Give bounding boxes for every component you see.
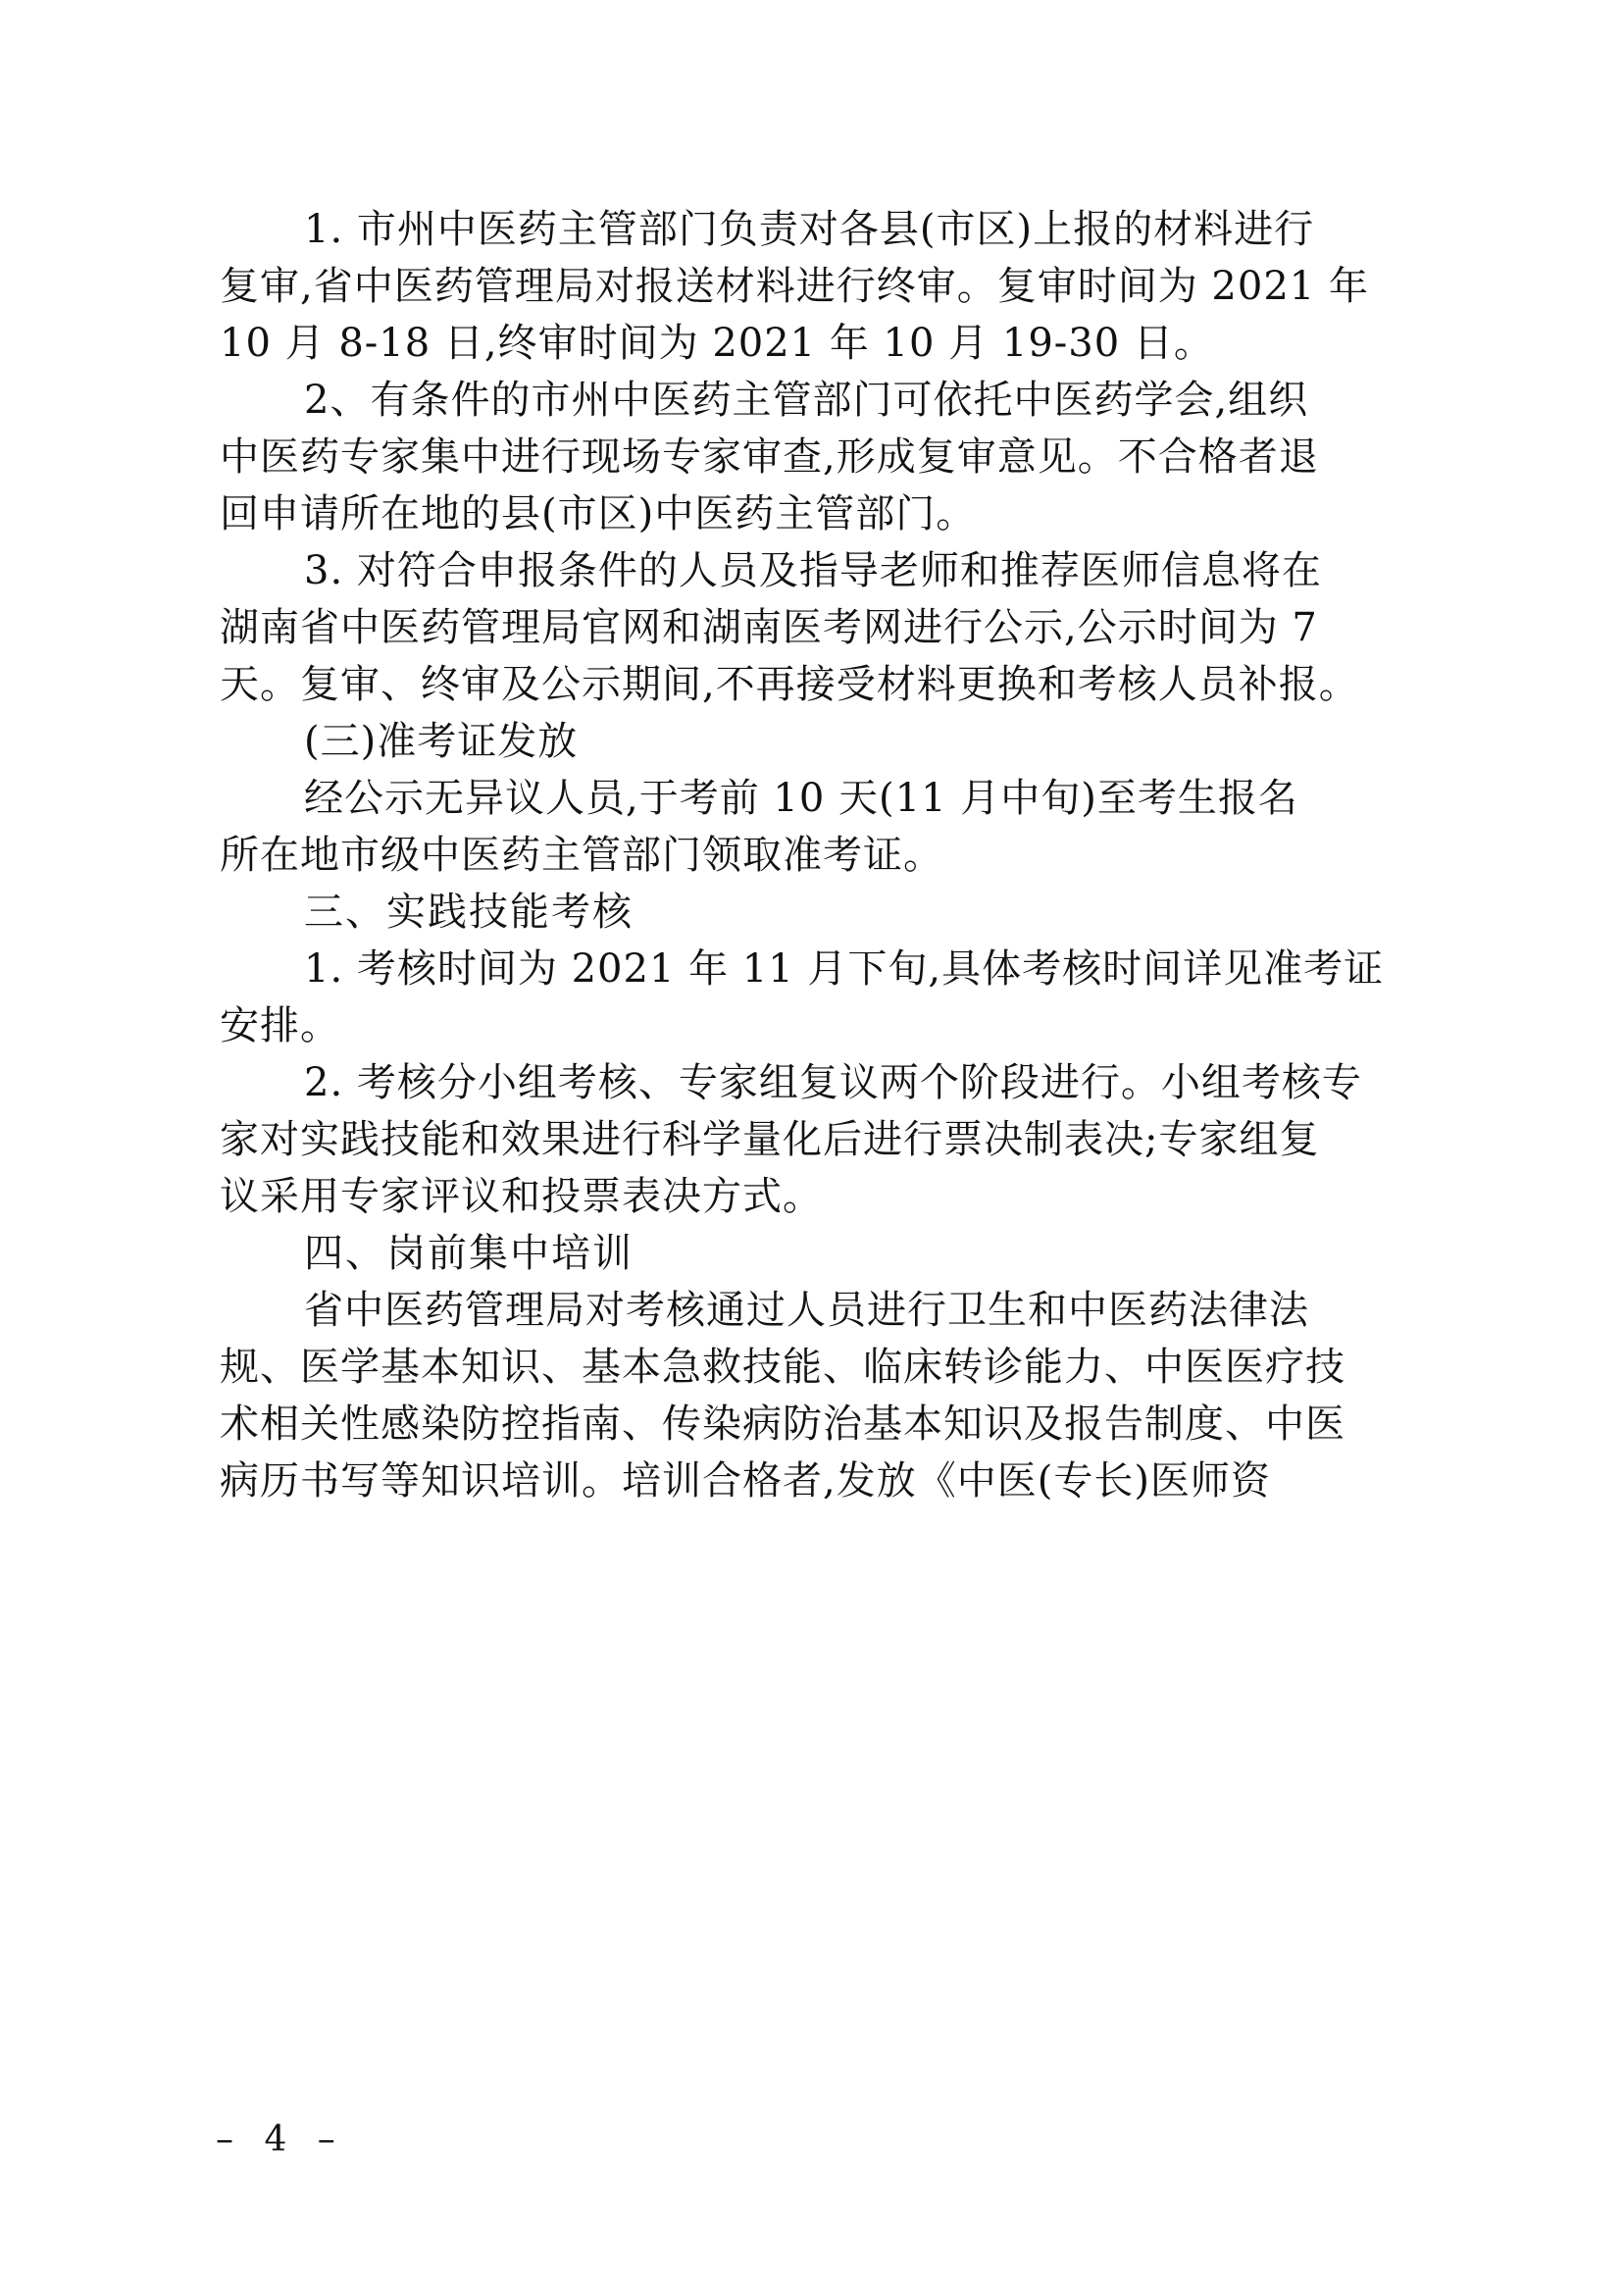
paragraph-2-line-1: 2、有条件的市州中医药主管部门可依托中医药学会,组织 bbox=[304, 378, 1309, 423]
heading-pre-job-training: 四、岗前集中培训 bbox=[304, 1231, 634, 1276]
paragraph-4-line-1: 经公示无异议人员,于考前 10 天(11 月中旬)至考生报名 bbox=[304, 776, 1298, 821]
paragraph-7-line-4: 病历书写等知识培训。培训合格者,发放《中医(专长)医师资 bbox=[220, 1458, 1271, 1504]
paragraph-6-line-2: 家对实践技能和效果进行科学量化后进行票决制表决;专家组复 bbox=[220, 1117, 1320, 1162]
paragraph-3-line-1: 3. 对符合申报条件的人员及指导老师和推荐医师信息将在 bbox=[304, 548, 1322, 593]
paragraph-3-line-2: 湖南省中医药管理局官网和湖南医考网进行公示,公示时间为 7 bbox=[220, 605, 1318, 650]
paragraph-3-line-3: 天。复审、终审及公示期间,不再接受材料更换和考核人员补报。 bbox=[220, 662, 1359, 707]
sub-heading-admission-ticket: (三)准考证发放 bbox=[304, 719, 579, 764]
page-number: – 4 – bbox=[216, 2119, 345, 2160]
paragraph-2-line-3: 回申请所在地的县(市区)中医药主管部门。 bbox=[220, 491, 977, 536]
paragraph-2-line-2: 中医药专家集中进行现场专家审查,形成复审意见。不合格者退 bbox=[220, 434, 1319, 480]
paragraph-4-line-2: 所在地市级中医药主管部门领取准考证。 bbox=[220, 833, 943, 878]
heading-practical-skills: 三、实践技能考核 bbox=[304, 890, 634, 935]
paragraph-5-line-2: 安排。 bbox=[220, 1003, 340, 1048]
paragraph-5-line-1: 1. 考核时间为 2021 年 11 月下旬,具体考核时间详见准考证 bbox=[304, 946, 1385, 992]
paragraph-1-line-2: 复审,省中医药管理局对报送材料进行终审。复审时间为 2021 年 bbox=[220, 264, 1369, 309]
paragraph-1-line-3: 10 月 8-18 日,终审时间为 2021 年 10 月 19-30 日。 bbox=[220, 321, 1214, 366]
paragraph-1-line-1: 1. 市州中医药主管部门负责对各县(市区)上报的材料进行 bbox=[304, 207, 1315, 252]
paragraph-7-line-3: 术相关性感染防控指南、传染病防治基本知识及报告制度、中医 bbox=[220, 1402, 1345, 1447]
paragraph-7-line-2: 规、医学基本知识、基本急救技能、临床转诊能力、中医医疗技 bbox=[220, 1345, 1345, 1390]
paragraph-6-line-3: 议采用专家评议和投票表决方式。 bbox=[220, 1174, 823, 1219]
paragraph-6-line-1: 2. 考核分小组考核、专家组复议两个阶段进行。小组考核专 bbox=[304, 1060, 1362, 1105]
paragraph-7-line-1: 省中医药管理局对考核通过人员进行卫生和中医药法律法 bbox=[304, 1288, 1309, 1333]
